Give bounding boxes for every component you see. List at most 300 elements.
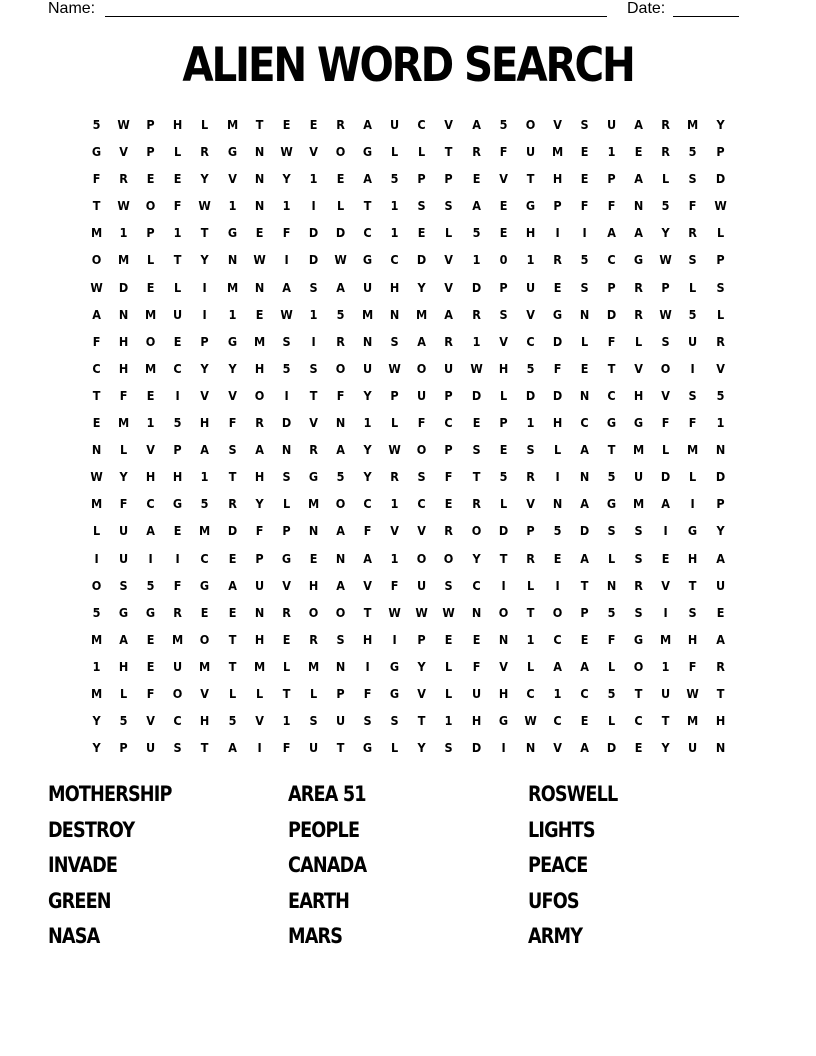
grid-letter: L <box>336 198 345 214</box>
grid-letter: I <box>690 360 696 376</box>
grid-letter: U <box>525 144 535 160</box>
grid-letter: C <box>580 415 589 431</box>
grid-letter: P <box>715 144 725 160</box>
grid-letter: U <box>471 685 481 701</box>
grid-letter: M <box>633 496 645 512</box>
grid-letter: E <box>553 550 562 566</box>
grid-letter: Y <box>417 740 426 756</box>
grid-letter: P <box>173 442 183 458</box>
grid-letter: G <box>308 469 319 485</box>
grid-letter: S <box>336 631 345 647</box>
grid-letter: E <box>92 415 101 431</box>
grid-letter: A <box>607 225 616 241</box>
grid-letter: 5 <box>607 604 616 620</box>
word-bank-item: ARMY <box>528 924 583 949</box>
grid-letter: S <box>634 523 643 539</box>
letter-grid <box>83 111 734 761</box>
grid-letter: S <box>688 252 698 268</box>
grid-letter: O <box>91 252 102 268</box>
grid-letter: L <box>120 442 128 458</box>
grid-letter: 5 <box>580 252 589 268</box>
grid-letter: M <box>199 523 211 539</box>
grid-letter: I <box>392 631 397 647</box>
grid-letter: L <box>418 144 426 160</box>
grid-letter: U <box>363 279 373 295</box>
grid-letter: O <box>661 360 671 376</box>
grid-letter: V <box>525 306 535 322</box>
grid-letter: U <box>254 577 264 593</box>
grid-letter: N <box>91 442 102 458</box>
grid-letter: O <box>145 198 156 214</box>
grid-letter: S <box>309 279 318 295</box>
grid-letter: 1 <box>472 333 481 349</box>
grid-letter: 1 <box>309 306 318 322</box>
grid-letter: N <box>579 469 590 485</box>
grid-letter: R <box>525 469 535 485</box>
grid-letter: A <box>471 117 481 132</box>
grid-letter: V <box>146 713 156 729</box>
grid-letter: H <box>118 333 129 349</box>
grid-letter: F <box>390 577 399 593</box>
grid-letter: A <box>580 740 589 756</box>
grid-letter: A <box>471 198 481 214</box>
grid-letter: U <box>390 117 400 132</box>
grid-letter: H <box>118 360 129 376</box>
grid-letter: F <box>92 171 101 187</box>
grid-letter: F <box>336 387 345 403</box>
grid-letter: E <box>580 360 589 376</box>
grid-letter: 1 <box>390 198 399 214</box>
grid-letter: L <box>716 225 724 241</box>
grid-letter: N <box>335 658 346 674</box>
grid-letter: 1 <box>526 252 535 268</box>
grid-letter: A <box>715 550 725 566</box>
grid-letter: T <box>716 685 724 701</box>
grid-letter: E <box>580 144 589 160</box>
grid-letter: S <box>607 523 616 539</box>
grid-letter: 1 <box>553 685 562 701</box>
grid-letter: W <box>713 198 727 214</box>
grid-letter: E <box>553 279 562 295</box>
grid-letter: V <box>309 415 318 431</box>
grid-letter: U <box>119 523 129 539</box>
grid-letter: 1 <box>282 198 291 214</box>
grid-letter: G <box>634 631 644 647</box>
grid-letter: V <box>553 740 562 756</box>
grid-letter: O <box>417 550 427 566</box>
grid-letter: T <box>336 740 345 756</box>
grid-letter: F <box>363 523 372 539</box>
grid-letter: N <box>552 496 563 512</box>
grid-letter: C <box>417 117 426 132</box>
grid-letter: 5 <box>390 171 399 187</box>
grid-letter: H <box>634 387 644 403</box>
grid-letter: H <box>200 415 210 431</box>
grid-letter: E <box>282 631 291 647</box>
grid-letter: 1 <box>445 713 453 729</box>
grid-letter: Y <box>661 225 670 241</box>
grid-letter: Y <box>92 713 101 729</box>
grid-letter: F <box>607 631 616 647</box>
grid-letter: L <box>662 171 670 187</box>
grid-letter: A <box>336 442 345 458</box>
grid-letter: M <box>687 117 699 132</box>
grid-letter: G <box>390 658 400 674</box>
grid-letter: E <box>499 442 508 458</box>
grid-letter: N <box>281 442 292 458</box>
grid-letter: 1 <box>92 658 101 674</box>
grid-letter: R <box>444 523 454 539</box>
grid-letter: H <box>118 658 129 674</box>
grid-letter: H <box>552 171 563 187</box>
grid-letter: H <box>390 279 400 295</box>
grid-letter: L <box>499 387 507 403</box>
grid-letter: R <box>173 604 183 620</box>
grid-letter: U <box>119 550 129 566</box>
grid-letter: R <box>227 496 237 512</box>
grid-letter: I <box>175 550 180 566</box>
grid-letter: R <box>471 144 481 160</box>
grid-letter: N <box>634 198 644 214</box>
grid-letter: P <box>255 550 264 566</box>
grid-letter: A <box>227 740 237 756</box>
grid-letter: W <box>659 252 673 268</box>
grid-letter: D <box>308 225 319 241</box>
grid-letter: E <box>580 631 589 647</box>
grid-letter: D <box>471 387 481 403</box>
grid-letter: H <box>254 631 264 647</box>
grid-letter: P <box>444 171 454 187</box>
grid-letter: I <box>202 306 208 322</box>
grid-letter: D <box>552 387 563 403</box>
grid-letter: M <box>633 442 645 458</box>
grid-letter: A <box>580 658 589 674</box>
grid-letter: T <box>607 442 616 458</box>
grid-letter: D <box>606 740 617 756</box>
grid-letter: N <box>498 631 508 647</box>
grid-letter: L <box>499 496 507 512</box>
grid-letter: A <box>580 496 589 512</box>
grid-letter: C <box>390 252 399 268</box>
grid-letter: C <box>92 360 101 376</box>
grid-letter: U <box>688 740 698 756</box>
word-bank-item: CANADA <box>288 853 367 878</box>
grid-letter: N <box>118 306 129 322</box>
grid-letter: V <box>498 333 508 349</box>
grid-letter: C <box>173 713 183 729</box>
grid-letter: 5 <box>689 306 697 322</box>
grid-letter: T <box>282 685 291 701</box>
grid-letter: Y <box>472 550 481 566</box>
grid-letter: P <box>715 252 725 268</box>
grid-letter: I <box>663 523 668 539</box>
grid-letter: W <box>388 604 401 620</box>
grid-letter: P <box>200 333 210 349</box>
grid-letter: E <box>146 171 155 187</box>
grid-letter: U <box>715 577 725 593</box>
grid-letter: P <box>390 387 399 403</box>
grid-letter: C <box>200 550 210 566</box>
grid-letter: H <box>552 415 563 431</box>
grid-letter: G <box>525 198 535 214</box>
grid-letter: O <box>471 523 481 539</box>
grid-letter: M <box>687 442 699 458</box>
grid-letter: L <box>92 523 101 539</box>
grid-letter: P <box>553 198 562 214</box>
grid-letter: W <box>686 685 700 701</box>
grid-letter: 1 <box>228 198 237 214</box>
grid-letter: L <box>391 144 399 160</box>
grid-letter: P <box>661 279 670 295</box>
grid-letter: P <box>715 496 725 512</box>
grid-letter: F <box>282 740 291 756</box>
grid-letter: R <box>281 604 291 620</box>
grid-letter: A <box>417 333 427 349</box>
grid-letter: L <box>689 469 697 485</box>
grid-letter: M <box>199 658 211 674</box>
grid-letter: O <box>254 387 264 403</box>
grid-letter: F <box>607 198 616 214</box>
grid-letter: P <box>580 604 589 620</box>
grid-letter: F <box>174 577 182 593</box>
grid-letter: R <box>661 117 671 132</box>
grid-letter: G <box>390 685 400 701</box>
grid-letter: M <box>307 658 320 674</box>
grid-letter: E <box>282 117 291 132</box>
grid-letter: H <box>254 360 264 376</box>
grid-letter: G <box>363 740 373 756</box>
grid-letter: Y <box>417 658 426 674</box>
grid-letter: N <box>579 387 590 403</box>
grid-letter: L <box>391 740 399 756</box>
grid-letter: V <box>661 387 671 403</box>
grid-letter: C <box>526 333 535 349</box>
grid-letter: T <box>174 252 182 268</box>
grid-letter: V <box>444 117 454 132</box>
grid-letter: L <box>282 496 290 512</box>
grid-letter: 5 <box>607 685 616 701</box>
date-blank-line[interactable] <box>673 16 739 17</box>
grid-letter: F <box>119 496 128 512</box>
grid-letter: V <box>119 144 129 160</box>
grid-letter: P <box>499 279 508 295</box>
grid-letter: U <box>146 740 156 756</box>
grid-letter: G <box>607 496 617 512</box>
word-bank-item: EARTH <box>288 888 350 913</box>
grid-letter: V <box>200 387 210 403</box>
grid-letter: P <box>146 117 155 132</box>
grid-letter: E <box>228 604 236 620</box>
grid-letter: U <box>335 713 346 729</box>
grid-letter: T <box>228 469 236 485</box>
grid-letter: T <box>92 198 101 214</box>
grid-letter: I <box>582 225 587 241</box>
grid-letter: N <box>362 333 373 349</box>
grid-letter: A <box>336 577 345 593</box>
grid-letter: W <box>280 306 293 322</box>
name-blank-line[interactable] <box>105 16 607 17</box>
grid-letter: Y <box>119 469 128 485</box>
grid-letter: A <box>661 496 671 512</box>
grid-letter: L <box>526 658 534 674</box>
grid-letter: R <box>715 658 725 674</box>
grid-letter: L <box>174 144 182 160</box>
grid-letter: G <box>173 496 183 512</box>
grid-letter: E <box>445 496 453 512</box>
grid-letter: T <box>228 631 236 647</box>
grid-letter: D <box>118 279 129 295</box>
grid-letter: L <box>174 279 182 295</box>
grid-letter: 5 <box>499 117 508 132</box>
grid-letter: E <box>336 171 345 187</box>
grid-letter: V <box>146 442 156 458</box>
grid-letter: H <box>715 713 725 729</box>
grid-letter: L <box>526 577 534 593</box>
grid-letter: P <box>282 523 291 539</box>
grid-letter: W <box>280 144 293 160</box>
grid-letter: V <box>309 144 318 160</box>
grid-letter: L <box>228 685 236 701</box>
grid-letter: L <box>635 333 643 349</box>
grid-letter: T <box>418 713 426 729</box>
grid-letter: V <box>363 577 373 593</box>
grid-letter: S <box>472 442 481 458</box>
grid-letter: H <box>173 469 183 485</box>
grid-letter: E <box>716 604 724 620</box>
grid-letter: R <box>471 496 481 512</box>
grid-letter: C <box>417 496 426 512</box>
grid-letter: R <box>309 442 318 458</box>
grid-letter: S <box>282 333 291 349</box>
grid-letter: P <box>336 685 345 701</box>
grid-letter: W <box>90 469 103 485</box>
grid-letter: V <box>661 577 671 593</box>
grid-letter: Y <box>200 360 210 376</box>
grid-letter: O <box>335 496 346 512</box>
grid-letter: G <box>281 550 291 566</box>
grid-letter: P <box>417 631 426 647</box>
grid-letter: I <box>555 577 560 593</box>
grid-letter: S <box>634 604 643 620</box>
grid-letter: A <box>444 306 454 322</box>
grid-letter: W <box>442 604 456 620</box>
grid-letter: F <box>119 387 128 403</box>
grid-letter: E <box>499 225 508 241</box>
word-bank-item: DESTROY <box>48 817 135 842</box>
grid-letter: 5 <box>607 469 616 485</box>
grid-letter: M <box>416 306 428 322</box>
grid-letter: L <box>662 442 670 458</box>
grid-letter: W <box>524 713 537 729</box>
grid-letter: Y <box>200 252 210 268</box>
grid-letter: R <box>634 577 644 593</box>
grid-letter: S <box>363 713 372 729</box>
grid-letter: H <box>362 631 373 647</box>
grid-letter: D <box>227 523 237 539</box>
grid-letter: E <box>309 550 318 566</box>
grid-letter: D <box>579 523 590 539</box>
grid-letter: G <box>498 713 508 729</box>
grid-letter: C <box>173 360 183 376</box>
grid-letter: U <box>417 387 427 403</box>
grid-letter: R <box>254 415 264 431</box>
grid-letter: C <box>363 225 372 241</box>
grid-letter: M <box>253 333 265 349</box>
grid-letter: I <box>501 740 506 756</box>
grid-letter: F <box>228 415 236 431</box>
grid-letter: N <box>335 415 346 431</box>
grid-letter: M <box>362 306 374 322</box>
grid-letter: E <box>472 171 480 187</box>
grid-letter: A <box>715 631 725 647</box>
grid-letter: O <box>200 631 210 647</box>
grid-letter: D <box>525 387 535 403</box>
grid-letter: T <box>499 550 508 566</box>
grid-letter: I <box>94 550 99 566</box>
grid-letter: P <box>146 144 155 160</box>
grid-letter: G <box>607 415 617 431</box>
grid-letter: A <box>254 442 264 458</box>
grid-letter: I <box>202 279 208 295</box>
grid-letter: P <box>146 225 155 241</box>
grid-letter: R <box>119 171 129 187</box>
grid-letter: T <box>309 387 318 403</box>
grid-letter: S <box>390 333 399 349</box>
grid-letter: S <box>417 469 426 485</box>
grid-letter: L <box>580 333 589 349</box>
grid-letter: M <box>660 631 672 647</box>
grid-letter: A <box>119 631 129 647</box>
grid-letter: F <box>580 198 589 214</box>
grid-letter: C <box>471 577 481 593</box>
grid-letter: A <box>553 658 562 674</box>
grid-letter: I <box>311 333 316 349</box>
grid-letter: M <box>118 415 130 431</box>
grid-letter: O <box>525 117 536 132</box>
grid-letter: G <box>200 577 210 593</box>
grid-letter: I <box>555 225 560 241</box>
grid-letter: A <box>281 279 291 295</box>
grid-letter: W <box>659 306 673 322</box>
grid-letter: M <box>118 252 130 268</box>
grid-letter: D <box>498 523 508 539</box>
grid-letter: C <box>607 387 616 403</box>
grid-letter: M <box>145 306 157 322</box>
grid-letter: N <box>715 740 725 756</box>
grid-letter: H <box>173 117 183 132</box>
grid-letter: G <box>363 144 373 160</box>
grid-letter: 5 <box>336 469 345 485</box>
grid-letter: A <box>634 117 644 132</box>
word-bank <box>48 777 768 955</box>
grid-letter: T <box>472 469 480 485</box>
grid-letter: I <box>501 577 506 593</box>
grid-letter: A <box>634 225 644 241</box>
grid-letter: F <box>499 144 508 160</box>
grid-letter: T <box>445 144 453 160</box>
grid-letter: P <box>607 171 616 187</box>
word-bank-item: PEOPLE <box>288 817 360 842</box>
grid-letter: V <box>254 713 264 729</box>
grid-letter: W <box>334 252 347 268</box>
grid-letter: F <box>472 658 480 674</box>
grid-letter: A <box>363 171 373 187</box>
grid-letter: 1 <box>607 144 616 160</box>
grid-letter: 5 <box>472 225 481 241</box>
page-title: ALIEN WORD SEARCH <box>182 38 634 93</box>
grid-letter: 1 <box>201 469 209 485</box>
grid-letter: I <box>148 550 153 566</box>
